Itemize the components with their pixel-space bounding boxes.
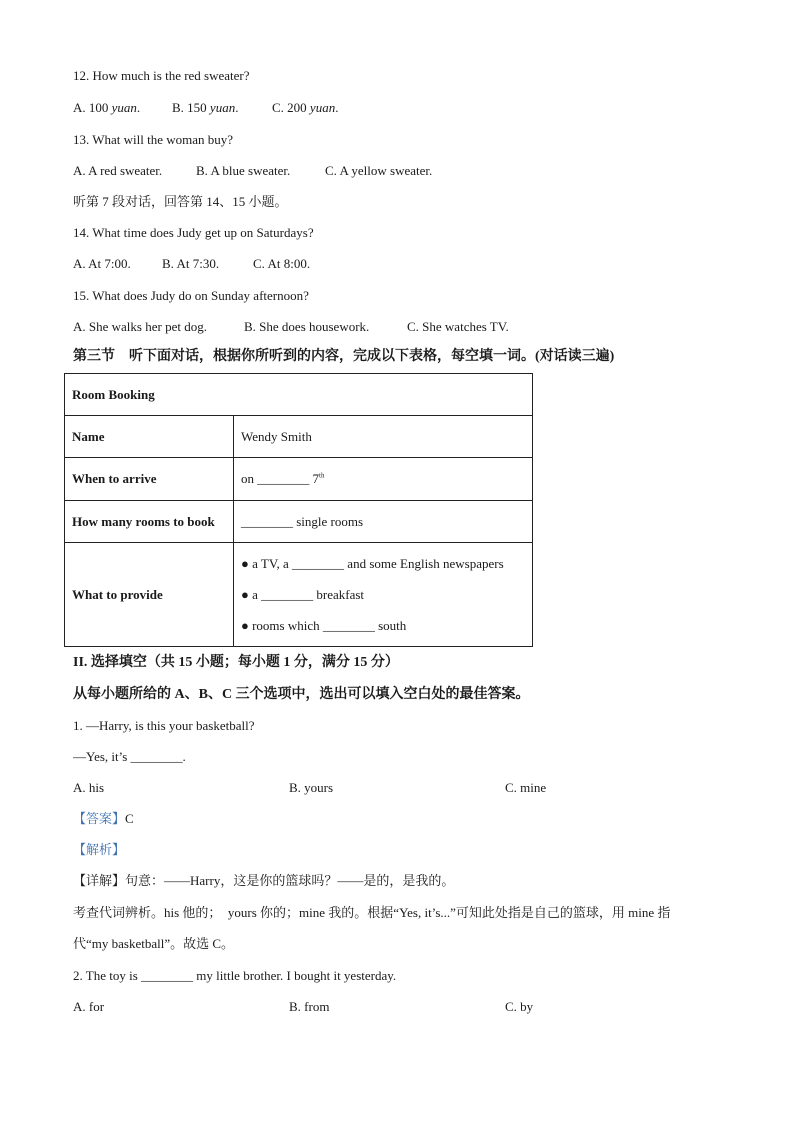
table-row bbox=[65, 458, 533, 501]
question-14-options bbox=[73, 256, 310, 272]
problem-1-reply: —Yes, it’s ________. bbox=[73, 749, 186, 764]
option-b: B. yours bbox=[289, 780, 334, 795]
table-row bbox=[65, 501, 533, 543]
option-b: B. She does housework. bbox=[244, 319, 370, 334]
option-a: A. for bbox=[73, 999, 105, 1014]
row-label: When to arrive bbox=[65, 458, 234, 501]
row-label: Name bbox=[65, 416, 234, 458]
question-13: 13. What will the woman buy? bbox=[73, 132, 234, 147]
row-label: What to provide bbox=[65, 543, 234, 647]
list-item: ● a ________ breakfast bbox=[241, 587, 365, 602]
part-2-instruction: 从每小题所给的 A、B、C 三个选项中，选出可以填入空白处的最佳答案。 bbox=[73, 687, 530, 702]
question-15: 15. What does Judy do on Sunday afternoon? bbox=[73, 288, 309, 303]
row-value: ________ single rooms bbox=[234, 501, 533, 543]
detail-line: 【详解】句意：——Harry，这是你的篮球吗？——是的，是我的。 bbox=[73, 873, 455, 888]
list-item: ● rooms which ________ south bbox=[241, 618, 407, 633]
explanation-line-1: 考查代词辨析。his 他的； yours 你的；mine 我的。根据“Yes, it’s...”可知此处指是自己的篮球，用 mine 指 bbox=[73, 905, 671, 920]
row-label: How many rooms to book bbox=[65, 501, 234, 543]
problem-2-options bbox=[73, 999, 533, 1015]
table-title-row bbox=[65, 374, 533, 416]
option-b: B. A blue sweater. bbox=[196, 163, 291, 178]
answer-line bbox=[73, 811, 134, 827]
table-row bbox=[65, 416, 533, 458]
analysis-tag: 【解析】 bbox=[73, 842, 126, 857]
option-c: C. At 8:00. bbox=[253, 256, 311, 271]
question-15-options bbox=[73, 319, 509, 335]
option-c: C. A yellow sweater. bbox=[325, 163, 433, 178]
part-2-title: II. 选择填空（共 15 小题；每小题 1 分，满分 15 分） bbox=[73, 655, 399, 670]
option-a: A. A red sweater. bbox=[73, 163, 163, 178]
option-b: B. from bbox=[289, 999, 330, 1014]
option-b: B. 150 yuan. bbox=[172, 100, 239, 115]
question-13-options bbox=[73, 163, 432, 179]
row-value: Wendy Smith bbox=[234, 416, 533, 458]
option-b: B. At 7:30. bbox=[162, 256, 220, 271]
section-3-title: 第三节 听下面对话，根据你所听到的内容，完成以下表格，每空填一词。(对话读三遍) bbox=[73, 349, 615, 364]
option-a: A. his bbox=[73, 780, 105, 795]
explanation-line-2: 代“my basketball”。故选 C。 bbox=[73, 936, 235, 951]
list-item: ● a TV, a ________ and some English newspapers bbox=[241, 556, 504, 571]
question-12-options bbox=[73, 100, 338, 116]
instruction-section-7: 听第 7 段对话，回答第 14、15 小题。 bbox=[73, 194, 288, 209]
option-c: C. 200 yuan. bbox=[272, 100, 339, 115]
table-title: Room Booking bbox=[65, 374, 533, 416]
table-row bbox=[65, 543, 533, 647]
option-a: A. At 7:00. bbox=[73, 256, 131, 271]
row-value-list bbox=[234, 543, 533, 647]
option-a: A. She walks her pet dog. bbox=[73, 319, 207, 334]
problem-2-question: 2. The toy is ________ my little brother. I bought it yesterday. bbox=[73, 968, 397, 983]
row-value: on ________ 7th bbox=[234, 458, 533, 501]
answer-value: C bbox=[125, 811, 134, 826]
room-booking-table bbox=[64, 373, 533, 647]
problem-1-question: 1. —Harry, is this your basketball? bbox=[73, 718, 255, 733]
option-c: C. by bbox=[505, 999, 534, 1014]
question-12: 12. How much is the red sweater? bbox=[73, 68, 250, 83]
answer-tag: 【答案】 bbox=[73, 811, 126, 826]
option-c: C. She watches TV. bbox=[407, 319, 509, 334]
problem-1-options bbox=[73, 780, 546, 796]
option-c: C. mine bbox=[505, 780, 547, 795]
question-14: 14. What time does Judy get up on Saturdays? bbox=[73, 225, 314, 240]
option-a: A. 100 yuan. bbox=[73, 100, 141, 115]
